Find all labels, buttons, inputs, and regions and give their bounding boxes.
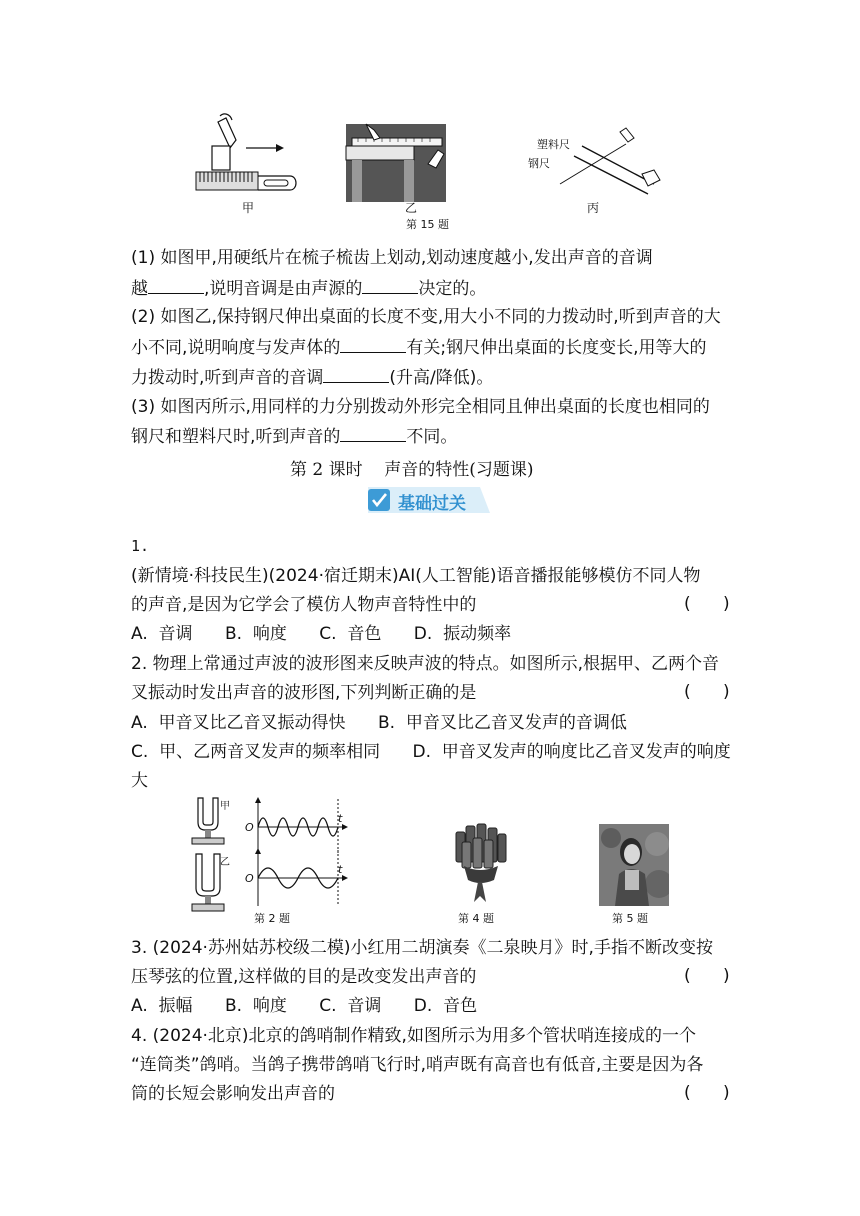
q1-stem-line-2: 的声音,是因为它学会了模仿人物声音特性中的 [131,595,477,615]
fork-label-yi: 乙 [220,857,230,868]
q15-line-6: (3) 如图丙所示,用同样的力分别拨动外形完全相同且伸出桌面的长度也相同的 [131,397,710,417]
q4-stem-line-1: 4. (2024·北京)北京的鸽哨制作精致,如图所示为用多个管状哨连接成的一个 [131,1026,696,1046]
label-plastic-ruler: 塑料尺 [537,138,570,151]
q3-stem-line-1: 3. (2024·苏州姑苏校级二模)小红用二胡演奏《二泉映月》时,手指不断改变按 [131,938,713,958]
origin-label-yi: O [245,872,254,885]
q1-number: 1. [131,537,150,555]
section-badge [368,487,490,513]
fig-label-bing: 丙 [587,201,600,215]
q1-options: A. 音调 B. 响度 C. 音色 D. 振动频率 [131,624,512,644]
checkbox-check-icon [368,489,390,511]
q2-options-cd-continued: 大 [131,771,148,791]
q3-answer-parentheses: ( ) [684,966,730,986]
q1-stem-line-1: (新情境·科技民生)(2024·宿迁期末)AI(人工智能)语音播报能够模仿不同人物 [131,566,701,586]
q15-line-7: 钢尺和塑料尺时,听到声音的 不同。 [131,427,458,447]
axis-t-label-yi: t [338,863,343,876]
axis-t-label-jia: t [338,812,343,825]
answer-blank[interactable] [340,425,406,442]
origin-label-jia: O [245,821,254,834]
label-steel-ruler: 钢尺 [528,157,550,170]
q2-stem-line-1: 2. 物理上常通过声波的波形图来反映声波的特点。如图所示,根据甲、乙两个音 [131,654,720,674]
q1-answer-parentheses: ( ) [684,594,730,614]
ruler-table-illustration [346,124,446,204]
figure-4-caption: 第 4 题 [458,912,494,925]
q2-options-ab: A. 甲音叉比乙音叉振动得快 B. 甲音叉比乙音叉发声的音调低 [131,713,627,733]
q2-stem-line-2: 叉振动时发出声音的波形图,下列判断正确的是 [131,683,477,703]
figure-15-caption: 第 15 题 [406,218,449,231]
waveform-yi [250,848,350,908]
q15-line-3: (2) 如图乙,保持钢尺伸出桌面的长度不变,用大小不同的力拨动时,听到声音的大 [131,307,721,327]
answer-blank[interactable] [340,336,406,353]
q4-stem-line-3: 筒的长短会影响发出声音的 [131,1084,335,1104]
q3-options: A. 振幅 B. 响度 C. 音调 D. 音色 [131,996,478,1016]
q15-line-2: 越 ,说明音调是由声源的 决定的。 [131,279,487,299]
q2-options-cd: C. 甲、乙两音叉发声的频率相同 D. 甲音叉发声的响度比乙音叉发声的响度 [131,742,731,762]
figure-2-caption: 第 2 题 [254,912,290,925]
q15-line-5: 力拨动时,听到声音的音调 (升高/降低)。 [131,368,494,388]
fig-label-jia: 甲 [242,201,255,215]
comb-card-illustration [190,110,310,200]
q4-answer-parentheses: ( ) [684,1083,730,1103]
answer-blank[interactable] [362,277,418,294]
badge-label: 基础过关 [398,494,466,514]
fig-label-yi: 乙 [405,201,418,215]
q2-answer-parentheses: ( ) [684,682,730,702]
q15-line-1: (1) 如图甲,用硬纸片在梳子梳齿上划动,划动速度越小,发出声音的音调 [131,248,653,268]
fork-label-jia: 甲 [220,801,230,812]
answer-blank[interactable] [148,277,204,294]
pigeon-whistle-image [450,822,510,904]
erhu-player-photo [599,824,669,906]
q3-stem-line-2: 压琴弦的位置,这样做的目的是改变发出声音的 [131,967,477,987]
q4-stem-line-2: “连筒类”鸽哨。当鸽子携带鸽哨飞行时,哨声既有高音也有低音,主要是因为各 [131,1055,704,1075]
q15-line-4: 小不同,说明响度与发声体的 有关;钢尺伸出桌面的长度变长,用等大的 [131,338,707,358]
figure-5-caption: 第 5 题 [612,912,648,925]
answer-blank[interactable] [323,366,389,383]
section-title: 第 2 课时 声音的特性(习题课) [290,460,534,480]
